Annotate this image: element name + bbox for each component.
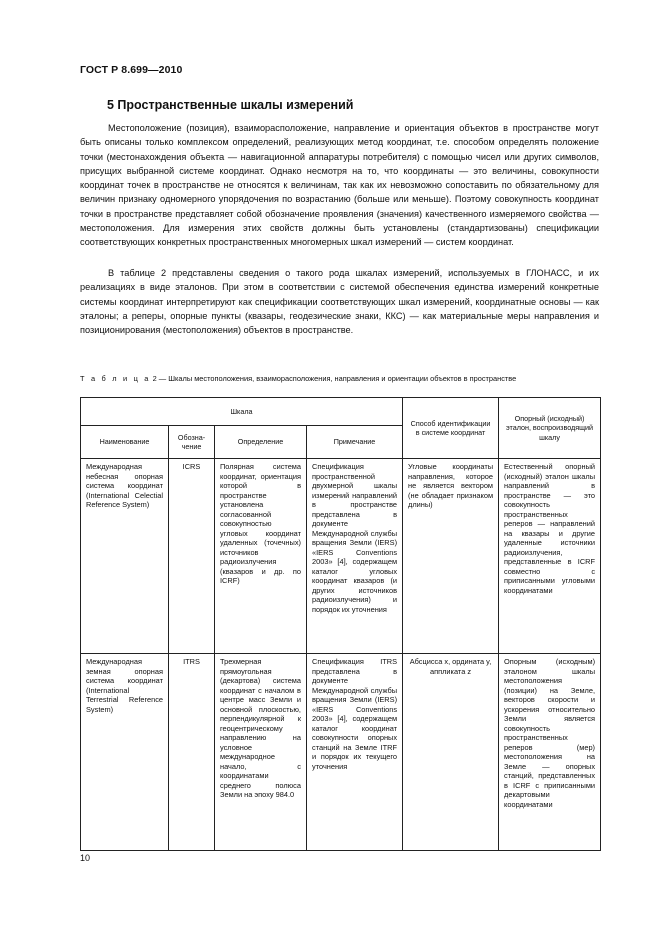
cell-method: Абсцисса x, ордината y, аппликата z xyxy=(403,654,499,851)
cell-definition: Полярная система координат, ориентация которой в пространстве установлена согласованной совокупностью угловых координат удаленных (точечных) источников радиоизлучения (квазаров и др. по ICRF) xyxy=(215,459,307,654)
table-row xyxy=(81,459,601,654)
header-note: Примечание xyxy=(307,426,403,459)
body-paragraph-2 xyxy=(80,266,599,337)
table-caption-text: 2 — Шкалы местоположения, взаиморасположения, направления и ориентации объектов в пространстве xyxy=(152,374,517,383)
cell-note: Спецификация пространственной двухмерной шкалы измерений направлений в пространстве представлена в документе Международной службы вращения Земли (IERS) «IERS Conventions 2003» [4], содержащем каталог угловых координат квазаров (и других источников радиоизлучения) и порядок их уточнения xyxy=(307,459,403,654)
cell-reference: Естественный опорный (исходный) эталон шкалы направлений в пространстве — это совокупность пространственных реперов — направлений на квазары и другие удаленные источники радиоизлучения, представленные в ICRF совместно с приписанными угловыми координатами xyxy=(499,459,601,654)
cell-definition: Трехмерная прямоугольная (декартова) система координат с началом в центре масс Земли и основной плоскостью, перпендикулярной к геоцентрическому направлению на условное международное начало, с координатами среднего полюса Земли на эпоху 984.0 xyxy=(215,654,307,851)
header-designation: Обозна-чение xyxy=(169,426,215,459)
cell-reference: Опорным (исходным) эталоном шкалы местоположения (позиции) на Земле, векторов скорости и ускорения относительно Земли является совокупность пространственных реперов (мер) местоположения на Земле — опорных станций, представленных в ICRF с приписанными декартовыми координатами xyxy=(499,654,601,851)
table-caption xyxy=(80,374,602,384)
header-reference: Опорный (исходный) эталон, воспроизводящий шкалу xyxy=(499,398,601,459)
cell-designation: ITRS xyxy=(169,654,215,851)
header-definition: Определение xyxy=(215,426,307,459)
body-paragraph-1 xyxy=(80,121,599,250)
page-number: 10 xyxy=(80,853,91,863)
header-scale: Шкала xyxy=(81,398,403,426)
document-header: ГОСТ Р 8.699—2010 xyxy=(80,64,183,76)
section-title: 5 Пространственные шкалы измерений xyxy=(107,98,354,112)
cell-note: Спецификация ITRS представлена в документе Международной службы вращения Земли (IERS) «IERS Conventions 2003» [4], содержащем каталог координат совокупности опорных станций на Земле ITRF и порядок их текущего уточнения xyxy=(307,654,403,851)
header-name: Наименование xyxy=(81,426,169,459)
cell-method: Угловые координаты направления, которое не является вектором (не обладает признаком длины) xyxy=(403,459,499,654)
paragraph-text: Местоположение (позиция), взаиморасположение, направление и ориентация объектов в пространстве могут быть описаны только комплексом определений, реализующих метод координат, т.е. способом определять положение точки (местонахождения объекта — навигационной аппаратуры потребителя) с помощью чисел или других символов, присущих выбранной системе координат. Однако несмотря на то, что координаты — это величины, совокупности координат точек в пространстве не относятся к величинам, так как их невозможно сопоставить по обязательному для величин признаку одномерного упорядочения по возрастанию (больше или меньше). Поэтому совокупность координат точки в пространстве представляет собой обозначение проявления (значения) качественного измеряемого свойства — местоположения. Для измерения этих свойств должны быть установлены (стандартизованы) спецификации соответствующих конкретных пространственных многомерных шкал измерений — систем координат. xyxy=(80,123,599,248)
cell-name: Международная земная опорная система координат (International Terrestrial Reference System) xyxy=(81,654,169,851)
cell-name: Международная небесная опорная система координат (International Celectial Reference System) xyxy=(81,459,169,654)
header-method: Способ идентификации в системе координат xyxy=(403,398,499,459)
table-row xyxy=(81,654,601,851)
table-caption-label: Т а б л и ц а xyxy=(80,374,151,383)
cell-designation: ICRS xyxy=(169,459,215,654)
scales-table xyxy=(80,397,601,851)
paragraph-text: В таблице 2 представлены сведения о такого рода шкалах измерений, используемых в ГЛОНАСС, и их реализациях в виде эталонов. При этом в соответствии с системой обеспечения единства измерений конкретные системы координат интерпретируют как спецификации соответствующих шкал измерений, координатные основы — как эталоны; а реперы, опорные пункты (квазары, геодезические знаки, ККС) — как материальные меры направления и позиционирования (местоположения) объектов в пространстве. xyxy=(80,268,599,336)
